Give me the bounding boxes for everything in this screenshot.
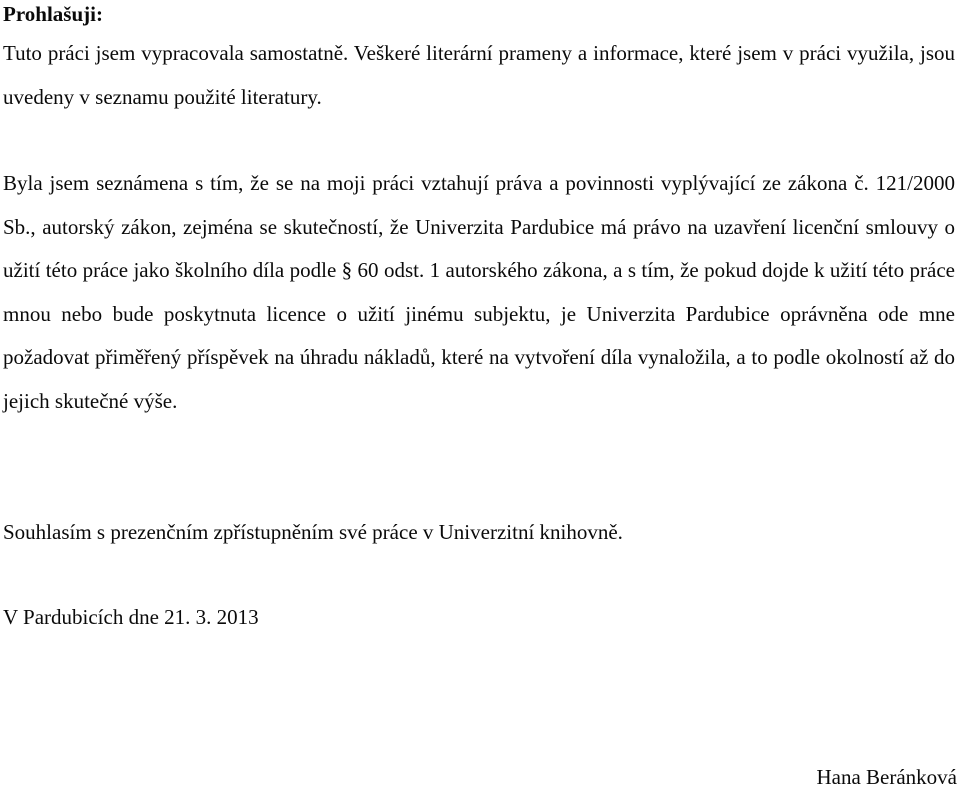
- declaration-paragraph-library-consent: Souhlasím s prezenčním zpřístupněním své práce v Univerzitní knihovně.: [3, 520, 623, 544]
- declaration-paragraph-originality: Tuto práci jsem vypracovala samostatně. Veškeré literární prameny a informace, které jsem v práci využila, jsou uvedeny v seznamu použité literatury.: [3, 41, 955, 109]
- place-and-date: V Pardubicích dne 21. 3. 2013: [3, 605, 259, 629]
- author-signature-name: Hana Beránková: [816, 765, 957, 789]
- declaration-paragraph-copyright: Byla jsem seznámena s tím, že se na moji práci vztahují práva a povinnosti vyplývající ze zákona č. 121/2000 Sb., autorský zákon, zejména se skutečností, že Univerzita Pardubice má právo na uzavření licenční smlouvy o užití této práce jako školního díla podle § 60 odst. 1 autorského zákona, a s tím, že pokud dojde k užití této práce mnou nebo bude poskytnuta licence o užití jinému subjektu, je Univerzita Pardubice oprávněna ode mne požadovat přiměřený příspěvek na úhradu nákladů, které na vytvoření díla vynaložila, a to podle okolností až do jejich skutečné výše.: [3, 171, 955, 413]
- declaration-heading: Prohlašuji:: [3, 2, 103, 26]
